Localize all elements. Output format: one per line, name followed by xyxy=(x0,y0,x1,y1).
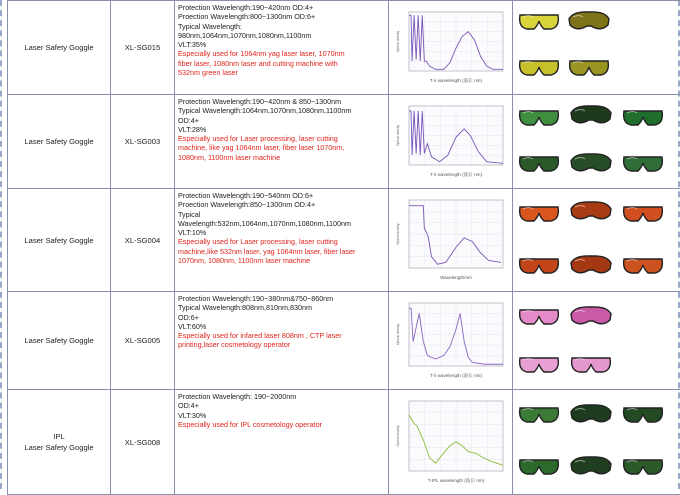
goggle-photo xyxy=(569,398,613,428)
usage-note: machine,like 532nm laser, yag 1064nm laser, fiber laser xyxy=(178,247,386,256)
goggle-photos-cell xyxy=(513,390,680,495)
goggle-photo xyxy=(621,101,665,131)
goggle-photos-cell xyxy=(513,95,680,189)
lens-shape xyxy=(624,111,663,125)
x-axis-label: T-λ wavelength (波长 nm) xyxy=(429,171,482,178)
x-axis-label: Wavelength/nm xyxy=(440,275,472,280)
product-name: IPL xyxy=(8,431,110,442)
lens-shape xyxy=(520,408,559,422)
spec-line: Typical Wavelength:808nm,810nm,830nm xyxy=(178,303,386,312)
transmission-curve-graph xyxy=(393,196,509,288)
usage-note: Especially used for IPL cosmetology operator xyxy=(178,420,386,429)
goggle-photo xyxy=(569,450,613,480)
usage-note: Especially used for 1064nm yag laser laser, 1070nm xyxy=(178,49,386,58)
product-name-cell xyxy=(8,189,111,292)
transmission-curve-graph xyxy=(393,102,509,185)
goggle-photo xyxy=(517,398,561,428)
product-name: Laser Safety Goggle xyxy=(8,235,110,246)
lens-shape xyxy=(520,15,559,29)
spec-line: Protection Wavelength:190~540nm OD:6+ xyxy=(178,191,386,200)
lens-shape xyxy=(571,307,611,324)
lens-shape xyxy=(569,12,609,29)
spec-line: Typical xyxy=(178,210,386,219)
product-name-cell xyxy=(8,390,111,495)
goggle-photos-cell xyxy=(513,292,680,390)
goggle-photo xyxy=(517,147,561,177)
spec-line: VLT:60% xyxy=(178,322,386,331)
product-name: Laser Safety Goggle xyxy=(8,42,110,53)
goggle-photo xyxy=(621,398,665,428)
lens-shape xyxy=(571,154,611,171)
model-number: XL-SG008 xyxy=(111,390,175,495)
x-axis-label: T-λ wavelength (波长 nm) xyxy=(429,372,482,379)
goggle-photo xyxy=(621,197,665,227)
y-axis-label: Optical density xyxy=(396,125,400,146)
transmission-curve-graph xyxy=(393,397,509,491)
spec-line: Protection Wavelength:190~420nm & 850~1300nm xyxy=(178,97,386,106)
spec-line: OD:6+ xyxy=(178,313,386,322)
product-name: Laser Safety Goggle xyxy=(8,442,110,453)
usage-note: machine, like yag 1064nm laser, fiber laser 1070nm, xyxy=(178,143,386,152)
goggle-photo xyxy=(569,195,613,225)
goggle-photo xyxy=(569,249,613,279)
spec-line: Proection Wavelength:800~1300nm OD:6+ xyxy=(178,12,386,21)
lens-shape xyxy=(624,460,663,474)
spec-line: Protection Wavelength:190~420nm OD:4+ xyxy=(178,3,386,12)
spec-line: VLT:30% xyxy=(178,411,386,420)
lens-shape xyxy=(572,358,611,372)
spec-line: OD:4+ xyxy=(178,401,386,410)
goggle-photo xyxy=(567,51,611,81)
od-graph-cell xyxy=(389,292,513,390)
goggle-photo xyxy=(621,147,665,177)
lens-shape xyxy=(520,460,559,474)
goggle-photo-grid xyxy=(513,189,680,291)
product-row xyxy=(8,292,680,390)
goggle-photo xyxy=(517,450,561,480)
x-axis-label: T-λ wavelength (波长 nm) xyxy=(429,77,482,84)
goggle-photo xyxy=(517,249,561,279)
goggle-photo xyxy=(569,300,613,330)
product-row xyxy=(8,95,680,189)
model-number: XL-SG015 xyxy=(111,1,175,95)
goggle-photo xyxy=(517,5,561,35)
y-axis-label: Optical density xyxy=(396,223,400,244)
product-row xyxy=(8,390,680,495)
goggle-photo-grid xyxy=(513,95,680,188)
x-axis-label: T-IPL wavelength (波长 nm) xyxy=(427,477,484,484)
od-graph-cell xyxy=(389,189,513,292)
lens-shape xyxy=(520,358,559,372)
spec-line: VLT:10% xyxy=(178,228,386,237)
goggle-photo xyxy=(621,249,665,279)
product-name: Laser Safety Goggle xyxy=(8,136,110,147)
lens-shape xyxy=(520,111,559,125)
lens-shape xyxy=(571,405,611,422)
usage-note: Especially used for Laser processing, laser cutting xyxy=(178,134,386,143)
transmission-curve-graph xyxy=(393,299,509,386)
usage-note: 1070nm, 1080nm, 1100nm laser machine xyxy=(178,256,386,265)
product-name-cell xyxy=(8,95,111,189)
spec-line: Wavelength:532nm,1064nm,1070nm,1080nm,1100nm xyxy=(178,219,386,228)
lens-shape xyxy=(624,207,663,221)
usage-note: Especially used for infared laser 808nm , CTP laser xyxy=(178,331,386,340)
product-spec-table xyxy=(7,0,680,495)
goggle-photos-cell xyxy=(513,1,680,95)
lens-shape xyxy=(520,259,559,273)
od-graph-cell xyxy=(389,390,513,495)
od-graph-cell xyxy=(389,95,513,189)
goggle-photo xyxy=(517,51,561,81)
goggle-photo xyxy=(517,197,561,227)
goggle-photo xyxy=(621,450,665,480)
lens-shape xyxy=(520,157,559,171)
usage-note: printing,laser cosmetology operator xyxy=(178,340,386,349)
goggle-photo xyxy=(567,5,611,35)
goggle-photos-cell xyxy=(513,189,680,292)
usage-note: 1080nm, 1100nm laser machine xyxy=(178,153,386,162)
y-axis-label: Optical density xyxy=(396,324,400,345)
lens-shape xyxy=(520,207,559,221)
specification-cell xyxy=(175,292,389,390)
lens-shape xyxy=(571,106,611,123)
model-number: XL-SG004 xyxy=(111,189,175,292)
lens-shape xyxy=(520,61,559,75)
lens-shape xyxy=(570,61,609,75)
lens-shape xyxy=(571,202,611,219)
product-name-cell xyxy=(8,292,111,390)
usage-note: 532nm green laser xyxy=(178,68,386,77)
spec-line: Protection Wavelength: 190~2000nm xyxy=(178,392,386,401)
goggle-photo xyxy=(517,348,561,378)
specification-cell xyxy=(175,390,389,495)
usage-note: Especially used for Laser processing, laser cutting xyxy=(178,237,386,246)
lens-shape xyxy=(624,259,663,273)
lens-shape xyxy=(520,310,559,324)
spec-line: Typical Wavelength: xyxy=(178,22,386,31)
product-row xyxy=(8,189,680,292)
spec-line: Typical Wavelength:1064nm,1070nm,1080nm,1100nm xyxy=(178,106,386,115)
spec-line: Proection Wavelength:850~1300nm OD:4+ xyxy=(178,200,386,209)
goggle-photo xyxy=(517,300,561,330)
specification-cell xyxy=(175,1,389,95)
specification-cell xyxy=(175,95,389,189)
y-axis-label: Optical density xyxy=(396,425,400,446)
spec-line: OD:4+ xyxy=(178,116,386,125)
spec-line: VLT:28% xyxy=(178,125,386,134)
specification-cell xyxy=(175,189,389,292)
y-axis-label: Optical density xyxy=(396,31,400,52)
lens-shape xyxy=(624,408,663,422)
spec-line: 980nm,1064nm,1070nm,1080nm,1100nm xyxy=(178,31,386,40)
spec-line: VLT:35% xyxy=(178,40,386,49)
model-number: XL-SG003 xyxy=(111,95,175,189)
product-name: Laser Safety Goggle xyxy=(8,335,110,346)
spec-line: Protection Wavelength:190~380nm&750~860nm xyxy=(178,294,386,303)
model-number: XL-SG005 xyxy=(111,292,175,390)
lens-shape xyxy=(571,457,611,474)
product-name-cell xyxy=(8,1,111,95)
od-graph-cell xyxy=(389,1,513,95)
goggle-photo xyxy=(569,348,613,378)
transmission-curve-graph xyxy=(393,8,509,91)
lens-shape xyxy=(624,157,663,171)
goggle-photo xyxy=(517,101,561,131)
lens-shape xyxy=(571,256,611,273)
goggle-photo xyxy=(569,99,613,129)
usage-note: fiber laser, 1080nm laser and cutting machine with xyxy=(178,59,386,68)
goggle-photo-grid xyxy=(513,1,680,94)
goggle-photo xyxy=(569,147,613,177)
goggle-photo-grid xyxy=(513,390,680,494)
goggle-photo-grid xyxy=(513,292,680,389)
product-row xyxy=(8,1,680,95)
